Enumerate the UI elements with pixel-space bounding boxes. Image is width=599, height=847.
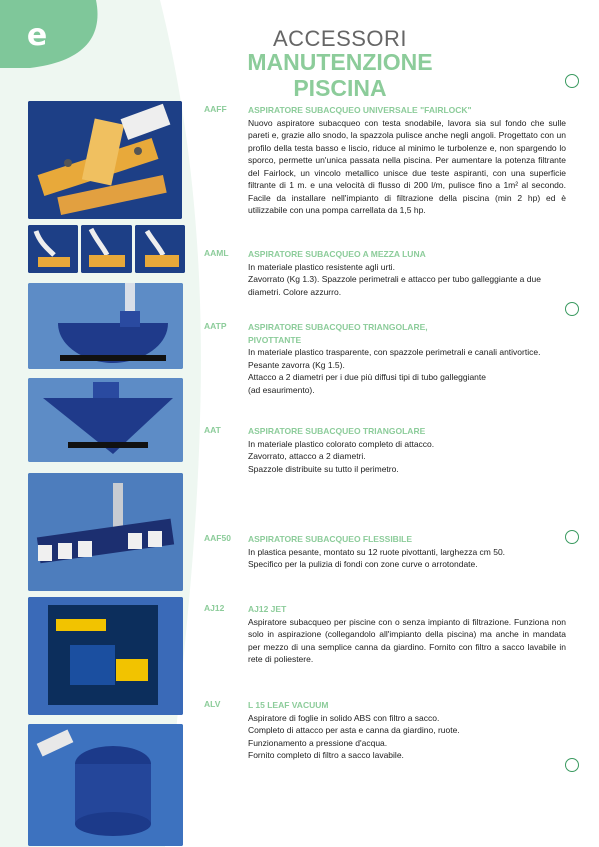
product-photo-aaml-3 xyxy=(135,225,185,273)
product-photo-aaf50 xyxy=(28,473,183,591)
product-description: Aspiratore subacqueo per piscine con o senza impianto di filtrazione. Funziona non solo in aspirazione (collegandolo all'impianto della piscina) ma anche in mandata per mezzo di una semplice canna da giardino. Fornito con filtro a sacco lavabile in rete di poliestere. xyxy=(248,616,566,664)
product-photo-aaml-2 xyxy=(81,225,132,273)
product-description: Attacco a 2 diametri per i due più diffusi tipi di tubo galleggiante xyxy=(248,372,486,382)
product-photo-aatp xyxy=(28,283,183,369)
product-description: Funzionamento a pressione d'acqua. xyxy=(248,737,388,748)
product-title: ASPIRATORE SUBACQUEO TRIANGOLARE xyxy=(248,426,426,436)
product-code-aatp: AATP xyxy=(204,321,227,331)
product-description: In materiale plastico trasparente, con spazzole perimetrali e canali antivortice. Pesante zavorra (Kg 1.5). xyxy=(248,347,541,370)
product-title: L 15 LEAF VACUUM xyxy=(248,700,329,710)
ring-marker xyxy=(565,74,579,88)
product-entry-aaff xyxy=(248,104,566,217)
product-description: In materiale plastico resistente agli urti. xyxy=(248,261,395,272)
page-title-line2: MANUTENZIONE xyxy=(247,49,433,75)
product-description: Specifico per la pulizia di fondi con zone curve o arrotondate. xyxy=(248,559,478,569)
ring-marker xyxy=(565,530,579,544)
product-code-aaf50: AAF50 xyxy=(204,533,231,543)
product-description: In materiale plastico colorato completo di attacco. xyxy=(248,438,435,449)
product-description: Completo di attacco per asta e canna da giardino, ruote. xyxy=(248,725,460,735)
product-photo-aaml-1 xyxy=(28,225,78,273)
product-description: (ad esaurimento). xyxy=(248,384,315,395)
product-photo-aj12 xyxy=(28,597,183,715)
product-description: Spazzole distribuite su tutto il perimetro. xyxy=(248,463,399,474)
product-code-aaml: AAML xyxy=(204,248,229,258)
product-description: In plastica pesante, montato su 12 ruote pivottanti, larghezza cm 50. xyxy=(248,546,506,557)
product-title: ASPIRATORE SUBACQUEO FLESSIBILE xyxy=(248,534,413,544)
product-entry-alv xyxy=(248,699,566,762)
product-description: Nuovo aspiratore subacqueo con testa snodabile, lavora sia sul fondo che sulle pareti e, grazie allo snodo, la spazzola pulisce anche negli angoli. Progettato con un profilo della testa basso e liscio, riduce al minimo le turbolenze e, non spargendo lo sporco, permette un'unica passata nella piscina. Per aumentare la potenza filtrante del Fairlock, un vincolo metallico unisce due teste aspiranti, con una superficie filtrante di 1 m. e una velocità di flusso di 200 l/m, pulisce fino a 1m² al secondo. Facile da installare nell'impianto di filtrazione della piscina (min 2 hp) ed è utilizzabile con una pompa carrellata da 1,5 hp. xyxy=(248,117,566,215)
product-description: Zavorrato, attacco a 2 diametri. xyxy=(248,451,366,461)
product-photo-alv xyxy=(28,724,183,846)
product-entry-aat xyxy=(248,425,566,475)
product-title: ASPIRATORE SUBACQUEO TRIANGOLARE, PIVOTTANTE xyxy=(248,322,428,345)
product-code-aj12: AJ12 xyxy=(204,603,225,613)
product-code-aat: AAT xyxy=(204,425,221,435)
product-entry-aatp xyxy=(248,321,566,396)
product-description: Fornito completo di filtro a sacco lavabile. xyxy=(248,750,404,760)
product-description: Zavorrato (Kg 1.3). Spazzole perimetrali e attacco per tubo galleggiante a due diametri. Colore azzurro. xyxy=(248,274,541,297)
product-entry-aaml xyxy=(248,248,566,298)
ring-marker xyxy=(565,302,579,316)
product-photo-aaff xyxy=(28,101,182,219)
product-code-alv: ALV xyxy=(204,699,221,709)
product-photo-aat xyxy=(28,378,183,462)
page-title-line3: PISCINA xyxy=(293,75,387,101)
product-entry-aj12 xyxy=(248,603,566,666)
product-code-aaff: AAFF xyxy=(204,104,227,114)
product-description: Aspiratore di foglie in solido ABS con filtro a sacco. xyxy=(248,712,440,723)
product-title: ASPIRATORE SUBACQUEO UNIVERSALE "FAIRLOCK" xyxy=(248,105,472,115)
section-badge: e xyxy=(26,18,48,53)
product-title: AJ12 JET xyxy=(248,604,287,614)
product-title: ASPIRATORE SUBACQUEO A MEZZA LUNA xyxy=(248,249,426,259)
page-title-line1: ACCESSORI xyxy=(272,26,408,51)
product-entry-aaf50 xyxy=(248,533,566,571)
ring-marker xyxy=(565,758,579,772)
